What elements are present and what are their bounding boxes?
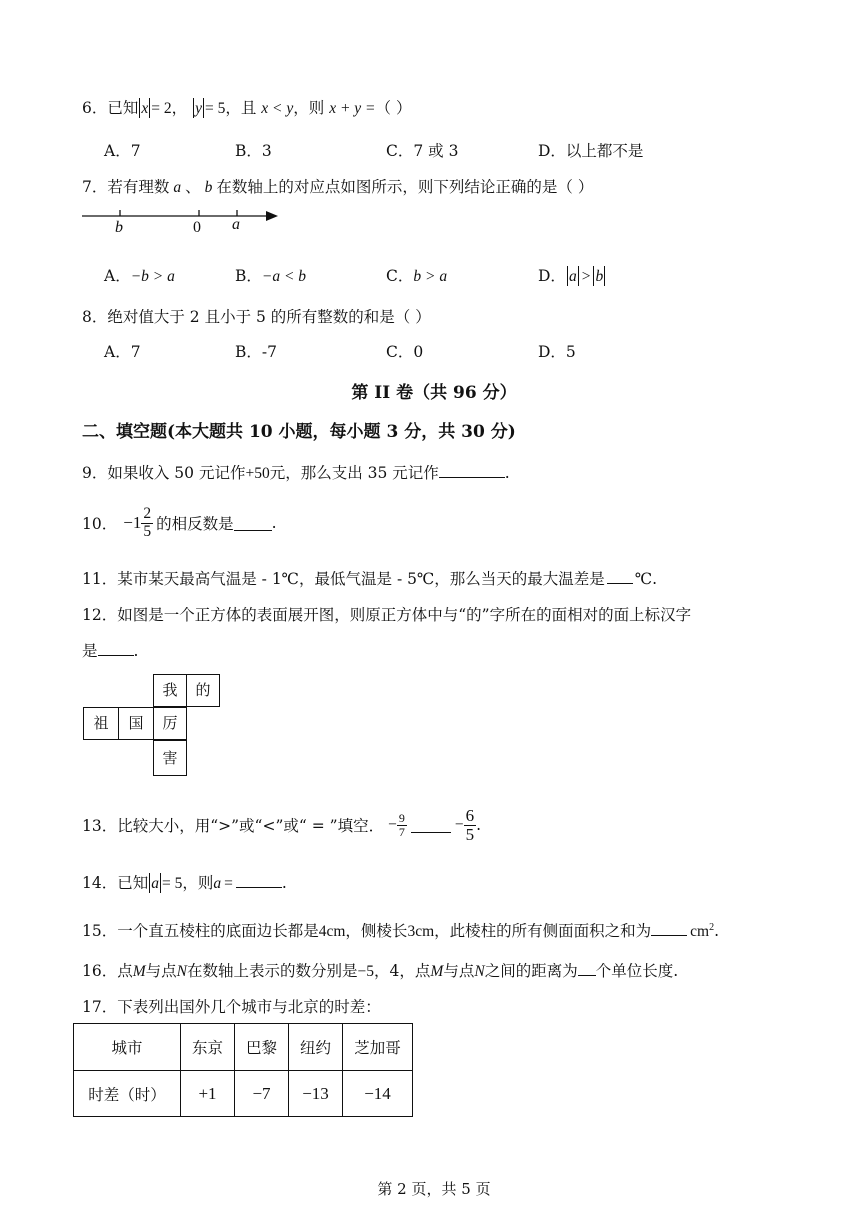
q7-option-d-b: b bbox=[595, 268, 604, 285]
q6-then: ，则 bbox=[293, 99, 325, 117]
q15-m1: 4cm bbox=[318, 923, 346, 940]
q16-text-f: 之间的距离为 bbox=[484, 962, 578, 980]
q11-text: 11．某市某天最高气温是 - 1℃，最低气温是 - 5℃，那么当天的最大温差是 bbox=[82, 570, 605, 588]
q10-numerator: 2 bbox=[143, 505, 152, 523]
q6-condition: x < y bbox=[261, 100, 294, 117]
q7-text-b: 在数轴上的对应点如图所示，则下列结论正确的是（ ） bbox=[216, 178, 594, 196]
q15-end: . bbox=[714, 922, 720, 940]
q6-abs-x: x bbox=[141, 100, 149, 117]
q6-eq5: = 5，且 bbox=[204, 100, 257, 117]
q7-option-d-a: a bbox=[568, 268, 577, 285]
q14-eq: = 5，则 bbox=[161, 875, 214, 892]
q7-option-a-math: −b > a bbox=[130, 268, 175, 285]
q7-option-d-gt: > bbox=[581, 268, 591, 285]
q14-end: . bbox=[281, 874, 287, 892]
q6-expression: x + y = bbox=[329, 100, 376, 117]
cube-face-wo: 我 bbox=[153, 674, 187, 707]
q16-M2: M bbox=[430, 963, 444, 980]
q16-N: N bbox=[176, 963, 188, 980]
header-newyork: 纽约 bbox=[289, 1024, 343, 1071]
q6-option-a[interactable]: A．7 bbox=[104, 142, 141, 160]
q10-text-b: 的相反数是 bbox=[156, 515, 234, 533]
header-paris: 巴黎 bbox=[235, 1024, 289, 1071]
q15-text-b: ，侧棱长 bbox=[345, 922, 408, 940]
q16-M: M bbox=[132, 963, 146, 980]
q16-text-e: 与点 bbox=[443, 962, 475, 980]
q7-option-b-math: −a < b bbox=[261, 268, 307, 285]
q15-m2: 3cm bbox=[407, 923, 435, 940]
q7-option-d-label: D． bbox=[538, 267, 566, 285]
q16-text-g: 个单位长度. bbox=[595, 962, 679, 980]
q7-option-b[interactable] bbox=[235, 264, 306, 286]
q14-abs-a: a bbox=[151, 875, 159, 892]
q13-d2: 5 bbox=[465, 824, 475, 844]
q13-d1: 7 bbox=[398, 824, 405, 839]
q8-option-d[interactable]: D．5 bbox=[538, 343, 576, 361]
q13-fraction2 bbox=[464, 807, 477, 844]
q8-option-c[interactable]: C．0 bbox=[386, 343, 424, 361]
q13-fraction1 bbox=[397, 812, 407, 838]
q6-option-b[interactable]: B．3 bbox=[235, 142, 272, 160]
q17-stem: 17．下表列出国外几个城市与北京的时差： bbox=[82, 998, 381, 1016]
q7-number-line bbox=[80, 206, 290, 242]
q9-text-a: 9．如果收入 50 元记作 bbox=[82, 464, 246, 482]
q7-var-b: b bbox=[204, 179, 213, 196]
q14 bbox=[82, 871, 287, 893]
q15-unit: cm bbox=[690, 923, 710, 940]
q7-option-a-label: A． bbox=[104, 267, 131, 285]
q16-text-d: ，4，点 bbox=[374, 962, 431, 980]
q8-stem: 8．绝对值大于 2 且小于 5 的所有整数的和是（ ） bbox=[82, 308, 431, 326]
q10-answer-blank[interactable] bbox=[234, 516, 272, 531]
q9-end: . bbox=[504, 464, 510, 482]
q6-stem bbox=[82, 96, 411, 118]
q6-option-d[interactable]: D．以上都不是 bbox=[538, 142, 644, 160]
q6-text: 6．已知 bbox=[82, 99, 139, 117]
q12-text: 是 bbox=[82, 642, 98, 660]
cube-face-hai: 害 bbox=[153, 740, 187, 776]
q10-fraction bbox=[141, 506, 153, 540]
header-city: 城市 bbox=[74, 1024, 181, 1071]
q14-text: 14．已知 bbox=[82, 874, 149, 892]
table-row bbox=[74, 1071, 413, 1117]
q9-answer-blank[interactable] bbox=[439, 463, 505, 478]
q10-end: . bbox=[271, 514, 277, 532]
value-newyork: −13 bbox=[289, 1071, 343, 1117]
q14-var: a bbox=[213, 875, 222, 892]
cube-face-li: 厉 bbox=[153, 707, 187, 740]
q16-text-c: 在数轴上表示的数分别是 bbox=[187, 962, 358, 980]
q16-answer-blank[interactable] bbox=[578, 961, 596, 976]
q17-time-difference-table bbox=[73, 1023, 413, 1117]
q13-neg1: − bbox=[388, 816, 397, 833]
header-chicago: 芝加哥 bbox=[343, 1024, 413, 1071]
q16-text-a: 16．点 bbox=[82, 962, 133, 980]
row-label: 时差（时） bbox=[74, 1071, 181, 1117]
q7-stem bbox=[82, 175, 593, 197]
q7-option-c[interactable] bbox=[386, 264, 447, 286]
q13-end: . bbox=[476, 816, 482, 834]
q11 bbox=[82, 567, 657, 589]
q12-line2 bbox=[82, 639, 138, 661]
q9 bbox=[82, 461, 510, 483]
value-chicago: −14 bbox=[343, 1071, 413, 1117]
q7-option-c-math: b > a bbox=[413, 268, 448, 285]
q10 bbox=[82, 498, 277, 548]
value-tokyo: +1 bbox=[181, 1071, 235, 1117]
q16-v1: −5 bbox=[357, 963, 375, 980]
section2-title: 二、填空题(本大题共 10 小题，每小题 3 分，共 30 分) bbox=[82, 422, 516, 442]
q7-option-a[interactable] bbox=[104, 264, 175, 286]
q13-neg2: − bbox=[454, 816, 464, 833]
q13-n2: 6 bbox=[465, 805, 475, 825]
q7-label-0: 0 bbox=[193, 219, 201, 236]
cube-face-de: 的 bbox=[186, 674, 220, 707]
q11-end: ℃. bbox=[634, 570, 658, 588]
q9-text-b: 元，那么支出 35 元记作 bbox=[269, 464, 439, 482]
part2-title: 第 II 卷（共 96 分） bbox=[351, 383, 517, 403]
q7-label-a: a bbox=[232, 216, 240, 233]
q15 bbox=[82, 919, 719, 941]
q13-text: 13．比较大小，用“>”或“<”或“ = ”填空． bbox=[82, 817, 385, 835]
table-row bbox=[74, 1024, 413, 1071]
q13 bbox=[82, 800, 481, 850]
q7-label-b: b bbox=[115, 219, 123, 236]
q16 bbox=[82, 959, 678, 981]
q6-option-c[interactable]: C．7 或 3 bbox=[386, 142, 459, 160]
q10-denominator: 5 bbox=[143, 522, 152, 540]
q8-option-a[interactable]: A．7 bbox=[104, 343, 141, 361]
q11-answer-blank[interactable] bbox=[607, 569, 633, 584]
q10-whole: −1 bbox=[123, 513, 142, 532]
q9-math: +50 bbox=[245, 465, 270, 482]
q6-paren: （ ） bbox=[375, 99, 412, 117]
q12-line1: 12．如图是一个正方体的表面展开图，则原正方体中与“的”字所在的面相对的面上标汉字 bbox=[82, 606, 692, 624]
header-tokyo: 东京 bbox=[181, 1024, 235, 1071]
q12-end: . bbox=[133, 642, 139, 660]
q15-answer-blank[interactable] bbox=[651, 921, 687, 936]
q7-option-c-label: C． bbox=[386, 267, 414, 285]
q8-option-b[interactable]: B．-7 bbox=[235, 343, 277, 361]
q15-sup: 2 bbox=[709, 921, 715, 933]
q7-option-d[interactable] bbox=[538, 264, 606, 286]
arrow-right-icon bbox=[266, 211, 278, 221]
cube-face-zu: 祖 bbox=[83, 707, 119, 740]
q12-answer-blank[interactable] bbox=[98, 641, 134, 656]
q7-sep: 、 bbox=[185, 178, 201, 196]
q16-N2: N bbox=[474, 963, 485, 980]
q6-abs-y: y bbox=[195, 100, 202, 117]
value-paris: −7 bbox=[235, 1071, 289, 1117]
q10-text-a: 10． bbox=[82, 515, 118, 533]
q14-answer-blank[interactable] bbox=[236, 873, 282, 888]
q7-option-b-label: B． bbox=[235, 267, 262, 285]
q7-text-a: 7．若有理数 bbox=[82, 178, 170, 196]
q16-text-b: 与点 bbox=[145, 962, 177, 980]
q7-var-a: a bbox=[173, 179, 182, 196]
q15-text-c: ，此棱柱的所有侧面面积之和为 bbox=[434, 922, 652, 940]
q14-eq2: = bbox=[224, 875, 233, 892]
page-footer: 第 2 页，共 5 页 bbox=[377, 1180, 491, 1198]
cube-face-guo: 国 bbox=[118, 707, 154, 740]
q13-answer-blank[interactable] bbox=[411, 818, 451, 833]
q15-text-a: 15．一个直五棱柱的底面边长都是 bbox=[82, 922, 319, 940]
q6-eq2: = 2， bbox=[151, 100, 188, 117]
q13-n1: 9 bbox=[398, 810, 405, 825]
